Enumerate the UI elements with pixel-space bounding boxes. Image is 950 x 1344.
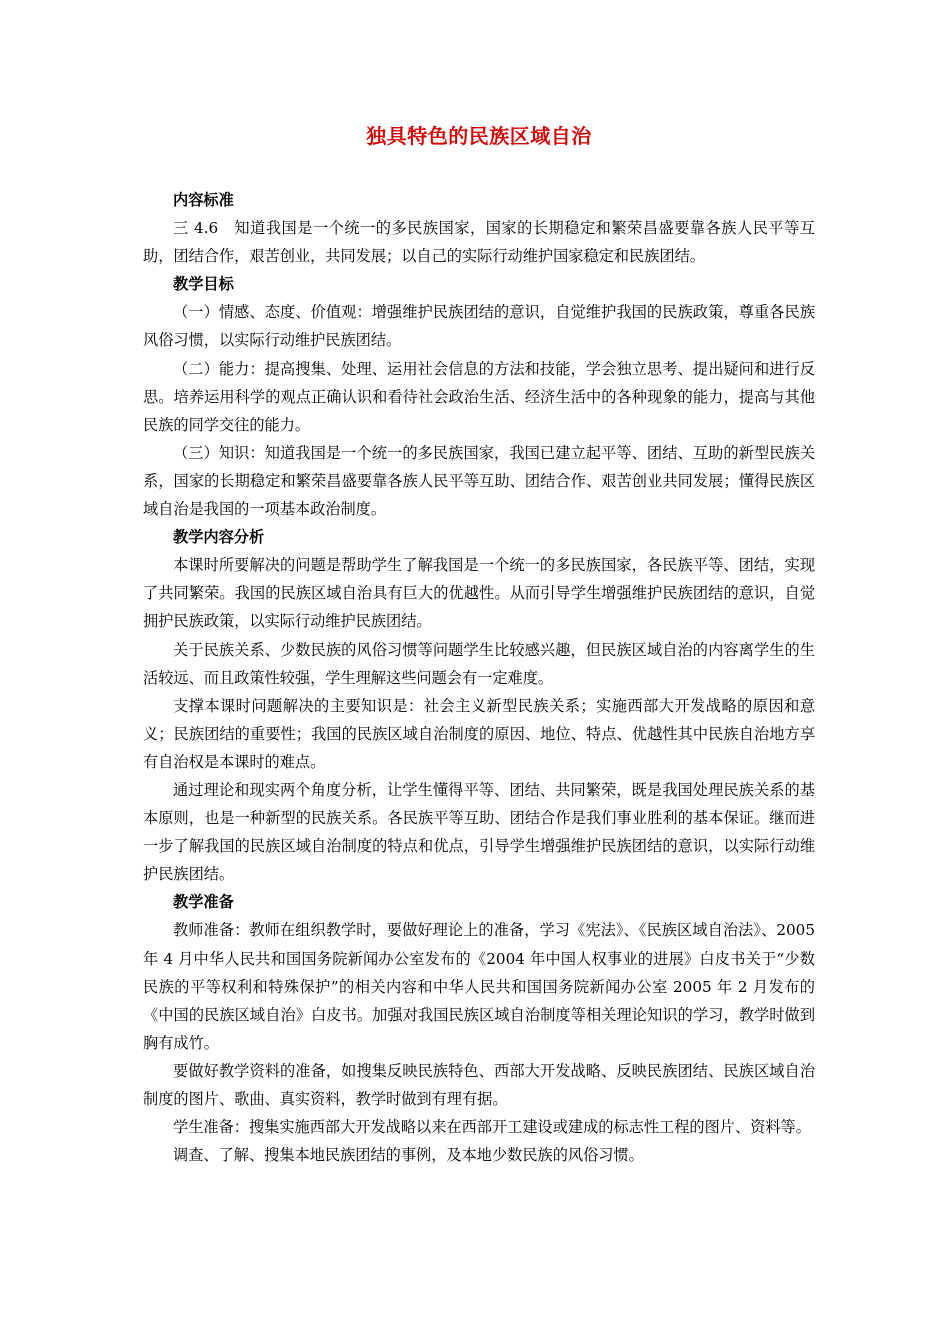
section-heading: 教学内容分析 — [173, 528, 265, 547]
paragraph: 调查、了解、搜集本地民族团结的事例，及本地少数民族的风俗习惯。 — [173, 1146, 644, 1165]
paragraph: 三 4.6 知道我国是一个统一的多民族国家，国家的长期稳定和繁荣昌盛要靠各族人民平等互助，团结合作，艰苦创业，共同发展；以自己的实际行动维护国家稳定和民族团结。 — [143, 219, 815, 266]
section-heading: 教学目标 — [173, 275, 234, 294]
paragraph: 要做好教学资料的准备，如搜集反映民族特色、西部大开发战略、反映民族团结、民族区域自治制度的图片、歌曲、真实资料，教学时做到有理有据。 — [143, 1061, 815, 1108]
paragraph: （一）情感、态度、价值观：增强维护民族团结的意识，自觉维护我国的民族政策，尊重各民族风俗习惯，以实际行动维护民族团结。 — [143, 303, 815, 350]
paragraph: 支撑本课时问题解决的主要知识是：社会主义新型民族关系；实施西部大开发战略的原因和意义；民族团结的重要性；我国的民族区域自治制度的原因、地位、特点、优越性其中民族自治地方享有自治权是本课时的难点。 — [143, 696, 815, 771]
section-teaching-goals — [143, 270, 815, 523]
paragraph: （三）知识：知道我国是一个统一的多民族国家，我国已建立起平等、团结、互助的新型民族关系，国家的长期稳定和繁荣昌盛要靠各族人民平等互助、团结合作、艰苦创业共同发展；懂得民族区域自治是我国的一项基本政治制度。 — [143, 443, 815, 519]
section-heading: 教学准备 — [173, 893, 234, 912]
paragraph: 关于民族关系、少数民族的风俗习惯等问题学生比较感兴趣，但民族区域自治的内容离学生的生活较远、而且政策性较强，学生理解这些问题会有一定难度。 — [143, 640, 815, 687]
page-title: 独具特色的民族区域自治 — [366, 124, 592, 148]
section-content-standard — [143, 186, 815, 270]
document-body — [143, 186, 815, 1169]
paragraph: 通过理论和现实两个角度分析，让学生懂得平等、团结、共同繁荣，既是我国处理民族关系的基本原则，也是一种新型的民族关系。各民族平等互助、团结合作是我们事业胜利的基本保证。继而进一步了解我国的民族区域自治制度的特点和优点，引导学生增强维护民族团结的意识，以实际行动维护民族团结。 — [143, 780, 815, 884]
section-content-analysis — [143, 523, 815, 888]
paragraph: 教师准备：教师在组织教学时，要做好理论上的准备，学习《宪法》、《民族区域自治法》、2005 年 4 月中华人民共和国国务院新闻办公室发布的《2004 年中国人权事业的进展》白皮书关于“少数民族的平等权利和特殊保护”的相关内容和中华人民共和国国务院新闻办公室 2005 年 2 月发布的《中国的民族区域自治》白皮书。加强对我国民族区域自治制度等相关理论知识的学习，教学时做到胸有成竹。 — [143, 921, 815, 1052]
paragraph: 本课时所要解决的问题是帮助学生了解我国是一个统一的多民族国家，各民族平等、团结，实现了共同繁荣。我国的民族区域自治具有巨大的优越性。从而引导学生增强维护民族团结的意识，自觉拥护民族政策，以实际行动维护民族团结。 — [143, 556, 815, 631]
paragraph: 学生准备：搜集实施西部大开发战略以来在西部开工建设或建成的标志性工程的图片、资料等。 — [173, 1118, 811, 1137]
paragraph: （二）能力：提高搜集、处理、运用社会信息的方法和技能，学会独立思考、提出疑问和进行反思。培养运用科学的观点正确认识和看待社会政治生活、经济生活中的各种现象的能力，提高与其他民族的同学交往的能力。 — [143, 359, 815, 434]
section-teaching-preparation — [143, 888, 815, 1169]
section-heading: 内容标准 — [173, 191, 234, 209]
